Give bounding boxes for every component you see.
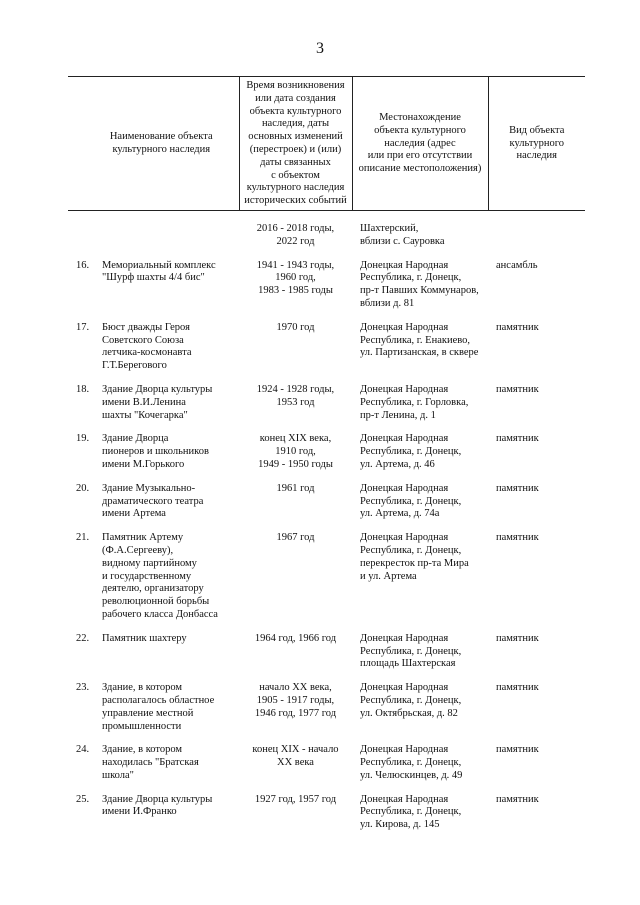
row-number: 23.	[76, 682, 90, 694]
heritage-objects-table	[68, 76, 585, 843]
object-type: памятник	[496, 744, 539, 756]
row-number	[68, 211, 96, 260]
object-type: памятник	[496, 793, 539, 805]
table-row	[68, 532, 585, 633]
object-dates: 1964 год, 1966 год	[254, 632, 337, 644]
header-object-name: Наименование объекта культурного наследия	[68, 77, 239, 211]
table-header-row	[68, 77, 585, 211]
object-name: Здание Дворца культуры имени В.И.Ленина шахты "Кочегарка"	[102, 383, 213, 421]
object-type: памятник	[496, 321, 539, 333]
table-row	[68, 384, 585, 433]
row-number: 19.	[76, 433, 90, 445]
header-object-type: Вид объекта культурного наследия	[488, 77, 585, 211]
object-type	[488, 211, 585, 260]
table-row	[68, 322, 585, 384]
table-row	[68, 682, 585, 744]
object-location: Донецкая Народная Республика, г. Донецк, площадь Шахтерская	[360, 632, 462, 670]
object-type: памятник	[496, 632, 539, 644]
object-location: Донецкая Народная Республика, г. Горловка, пр-т Ленина, д. 1	[360, 383, 469, 421]
header-dates: Время возникновения или дата создания объекта культурного наследия, даты основных изменений (перестроек) и (или) даты связанных с объектом культурного наследия исторических событий	[239, 77, 352, 211]
object-dates: 1970 год	[276, 321, 315, 333]
object-type: памятник	[496, 682, 539, 694]
object-dates: начало XX века, 1905 - 1917 годы, 1946 год, 1977 год	[254, 682, 337, 719]
object-name: Здание Дворца культуры имени И.Франко	[102, 793, 213, 818]
object-name: Здание Музыкально- драматического театра имени Артема	[102, 482, 204, 520]
row-number: 20.	[76, 482, 90, 494]
object-dates: конец XIX - начало XX века	[252, 744, 339, 769]
object-dates: 2016 - 2018 годы, 2022 год	[256, 223, 335, 247]
object-type: памятник	[496, 532, 539, 544]
object-location: Донецкая Народная Республика, г. Донецк, ул. Октябрьская, д. 82	[360, 682, 462, 719]
page-number: 3	[316, 40, 324, 57]
object-location: Шахтерский, вблизи с. Сауровка	[360, 223, 445, 247]
table-row	[68, 433, 585, 482]
table-row	[68, 211, 585, 260]
table-row	[68, 483, 585, 532]
row-number: 18.	[76, 383, 90, 395]
object-name: Мемориальный комплекс "Шурф шахты 4/4 бис"	[102, 259, 216, 284]
table-row	[68, 260, 585, 322]
object-dates: конец XIX века, 1910 год, 1949 - 1950 годы	[258, 433, 333, 470]
object-dates: 1924 - 1928 годы, 1953 год	[256, 383, 335, 408]
row-number: 24.	[76, 744, 90, 756]
object-name: Здание Дворца пионеров и школьников имени М.Горького	[102, 433, 209, 470]
object-name: Здание, в котором находилась "Братская школа"	[102, 744, 199, 781]
object-name: Здание, в котором располагалось областное управление местной промышленности	[102, 682, 215, 732]
header-location: Местонахождение объекта культурного наследия (адрес или при его отсутствии описание местоположения)	[352, 77, 488, 211]
object-type: памятник	[496, 383, 539, 395]
row-number: 16.	[76, 259, 90, 271]
object-dates: 1961 год	[276, 482, 315, 494]
row-number: 21.	[76, 532, 90, 544]
table-row	[68, 633, 585, 682]
object-name: Бюст дважды Героя Советского Союза летчика-космонавта Г.Т.Берегового	[102, 321, 192, 372]
object-location: Донецкая Народная Республика, г. Донецк, пр-т Павших Коммунаров, вблизи д. 81	[360, 259, 479, 309]
object-location: Донецкая Народная Республика, г. Донецк, ул. Артема, д. 74а	[360, 482, 462, 520]
object-location: Донецкая Народная Республика, г. Донецк, ул. Челюскинцев, д. 49	[360, 744, 463, 781]
object-type: памятник	[496, 482, 539, 494]
object-location: Донецкая Народная Республика, г. Донецк, ул. Кирова, д. 145	[360, 793, 462, 831]
object-location: Донецкая Народная Республика, г. Донецк, ул. Артема, д. 46	[360, 433, 462, 470]
table-row	[68, 744, 585, 793]
object-location: Донецкая Народная Республика, г. Енакиево, ул. Партизанская, в сквере	[360, 321, 479, 359]
object-dates: 1967 год	[276, 532, 315, 544]
table-row	[68, 794, 585, 843]
object-name: Памятник шахтеру	[102, 632, 187, 644]
object-dates: 1927 год, 1957 год	[254, 793, 337, 805]
object-name: Памятник Артему (Ф.А.Сергееву), видному партийному и государственному деятелю, организатору революционной борьбы рабочего класса Донбасса	[102, 532, 218, 620]
object-type: памятник	[496, 433, 539, 445]
object-dates: 1941 - 1943 годы, 1960 год, 1983 - 1985 годы	[256, 259, 335, 297]
row-number: 22.	[76, 632, 90, 644]
object-name	[96, 211, 239, 260]
object-location: Донецкая Народная Республика, г. Донецк, перекресток пр-та Мира и ул. Артема	[360, 532, 469, 582]
row-number: 25.	[76, 793, 90, 805]
row-number: 17.	[76, 321, 90, 333]
object-type: ансамбль	[496, 259, 538, 271]
